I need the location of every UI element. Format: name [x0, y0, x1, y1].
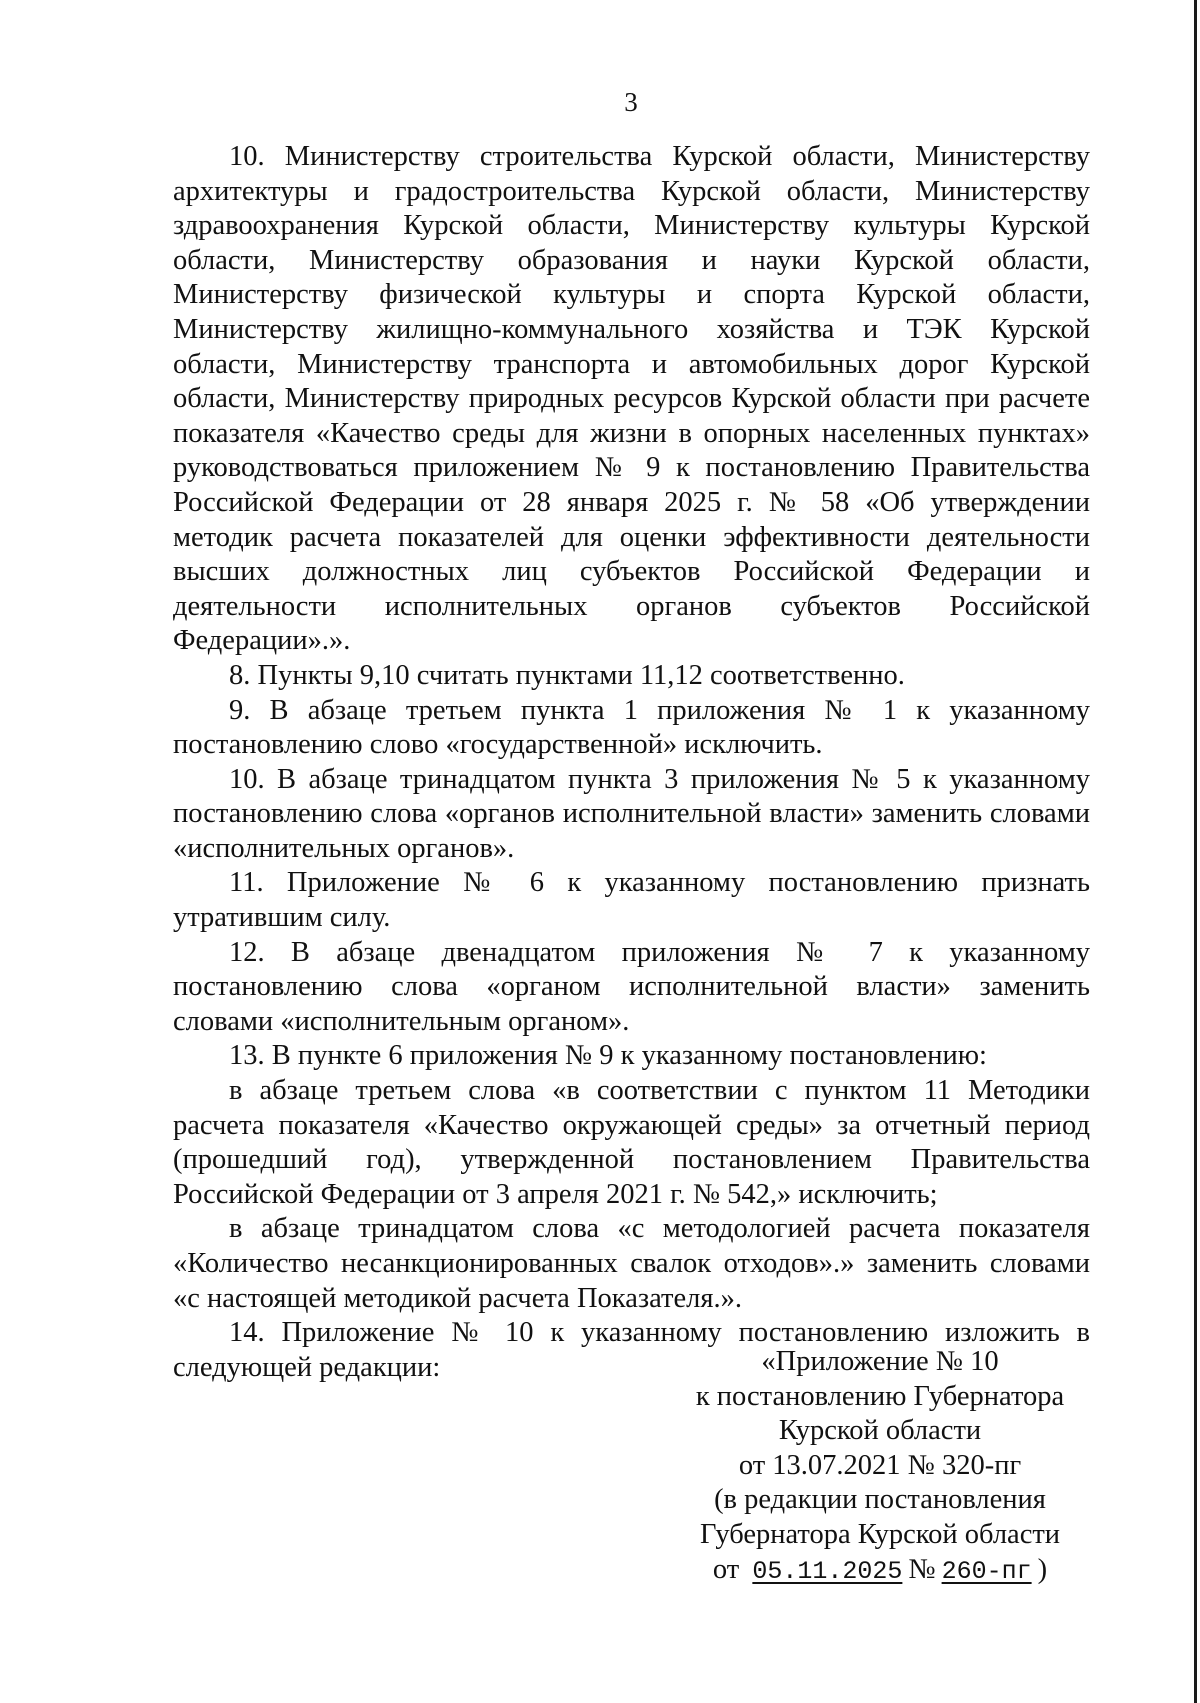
- appendix-line-6: Губернатора Курской области: [699, 1518, 1061, 1550]
- paragraph-item-14: 14. Приложение № 10 к указанному постановлению изложить в следующей редакции:: [173, 1317, 1090, 1383]
- appendix-line-4: от 13.07.2021 № 320-пг: [738, 1449, 1022, 1481]
- page-number: 3: [624, 87, 638, 117]
- appendix-line-3: Курской области: [778, 1415, 982, 1447]
- paragraph-item-12: 12. В абзаце двенадцатом приложения № 7 к указанному постановлению слова «органом исполнительной власти» заменить словами «исполнительным органом».: [173, 936, 1090, 1037]
- appendix-line-5: (в редакции постановления: [714, 1484, 1046, 1516]
- appendix-line-2: к постановлению Губернатора: [695, 1380, 1065, 1412]
- appendix-header: [680, 1345, 1080, 1589]
- appendix-edition-line: [680, 1553, 1080, 1590]
- paragraph-10-ministries: 10. Министерству строительства Курской области, Министерству архитектуры и градостроительства Курской области, Министерству здравоохранения Курской области, Министерству культуры Курской области, Министерству образования и науки Курской области, Министерству физической культуры и спорта Курской области, Министерству жилищно-коммунального хозяйства и ТЭК Курской области, Министерству транспорта и автомобильных дорог Курской области, Министерству природных ресурсов Курской области при расчете показателя «Качество среды для жизни в опорных населенных пунктах» руководствоваться приложением № 9 к постановлению Правительства Российской Федерации от 28 января 2025 г. № 58 «Об утверждении методик расчета показателей для оценки эффективности деятельности высших должностных лиц субъектов Российской Федерации и деятельности исполнительных органов субъектов Российской Федерации».».: [173, 141, 1090, 657]
- edition-date: 05.11.2025: [752, 1556, 903, 1586]
- number-sign: №: [908, 1553, 936, 1585]
- paragraph-item-11: 11. Приложение № 6 к указанному постановлению признать утратившим силу.: [173, 867, 1090, 934]
- paragraph-item-8: 8. Пункты 9,10 считать пунктами 11,12 соответственно.: [229, 659, 905, 691]
- paragraph-item-13-sub-2: в абзаце тринадцатом слова «с методологией расчета показателя «Количество несанкционированных свалок отходов».» заменить словами «с настоящей методикой расчета Показателя.».: [173, 1213, 1090, 1314]
- edition-number: 260-пг: [941, 1556, 1032, 1586]
- page-edge-line: [1194, 0, 1197, 1703]
- paragraph-item-13-sub-1: в абзаце третьем слова «в соответствии с пунктом 11 Методики расчета показателя «Качество окружающей среды» за отчетный период (прошедший год), утвержденной постановлением Правительства Российской Федерации от 3 апреля 2021 г. № 542,» исключить;: [173, 1075, 1090, 1210]
- appendix-title: «Приложение № 10: [761, 1346, 999, 1377]
- document-body: [173, 140, 1090, 1385]
- paragraph-item-13: 13. В пункте 6 приложения № 9 к указанному постановлению:: [229, 1040, 987, 1072]
- from-label: от: [712, 1553, 740, 1585]
- paragraph-item-10: 10. В абзаце тринадцатом пункта 3 приложения № 5 к указанному постановлению слова «органов исполнительной власти» заменить словами «исполнительных органов».: [173, 763, 1090, 864]
- closing-paren: ): [1037, 1553, 1048, 1585]
- paragraph-item-9: 9. В абзаце третьем пункта 1 приложения № 1 к указанному постановлению слово «государственной» исключить.: [173, 694, 1090, 761]
